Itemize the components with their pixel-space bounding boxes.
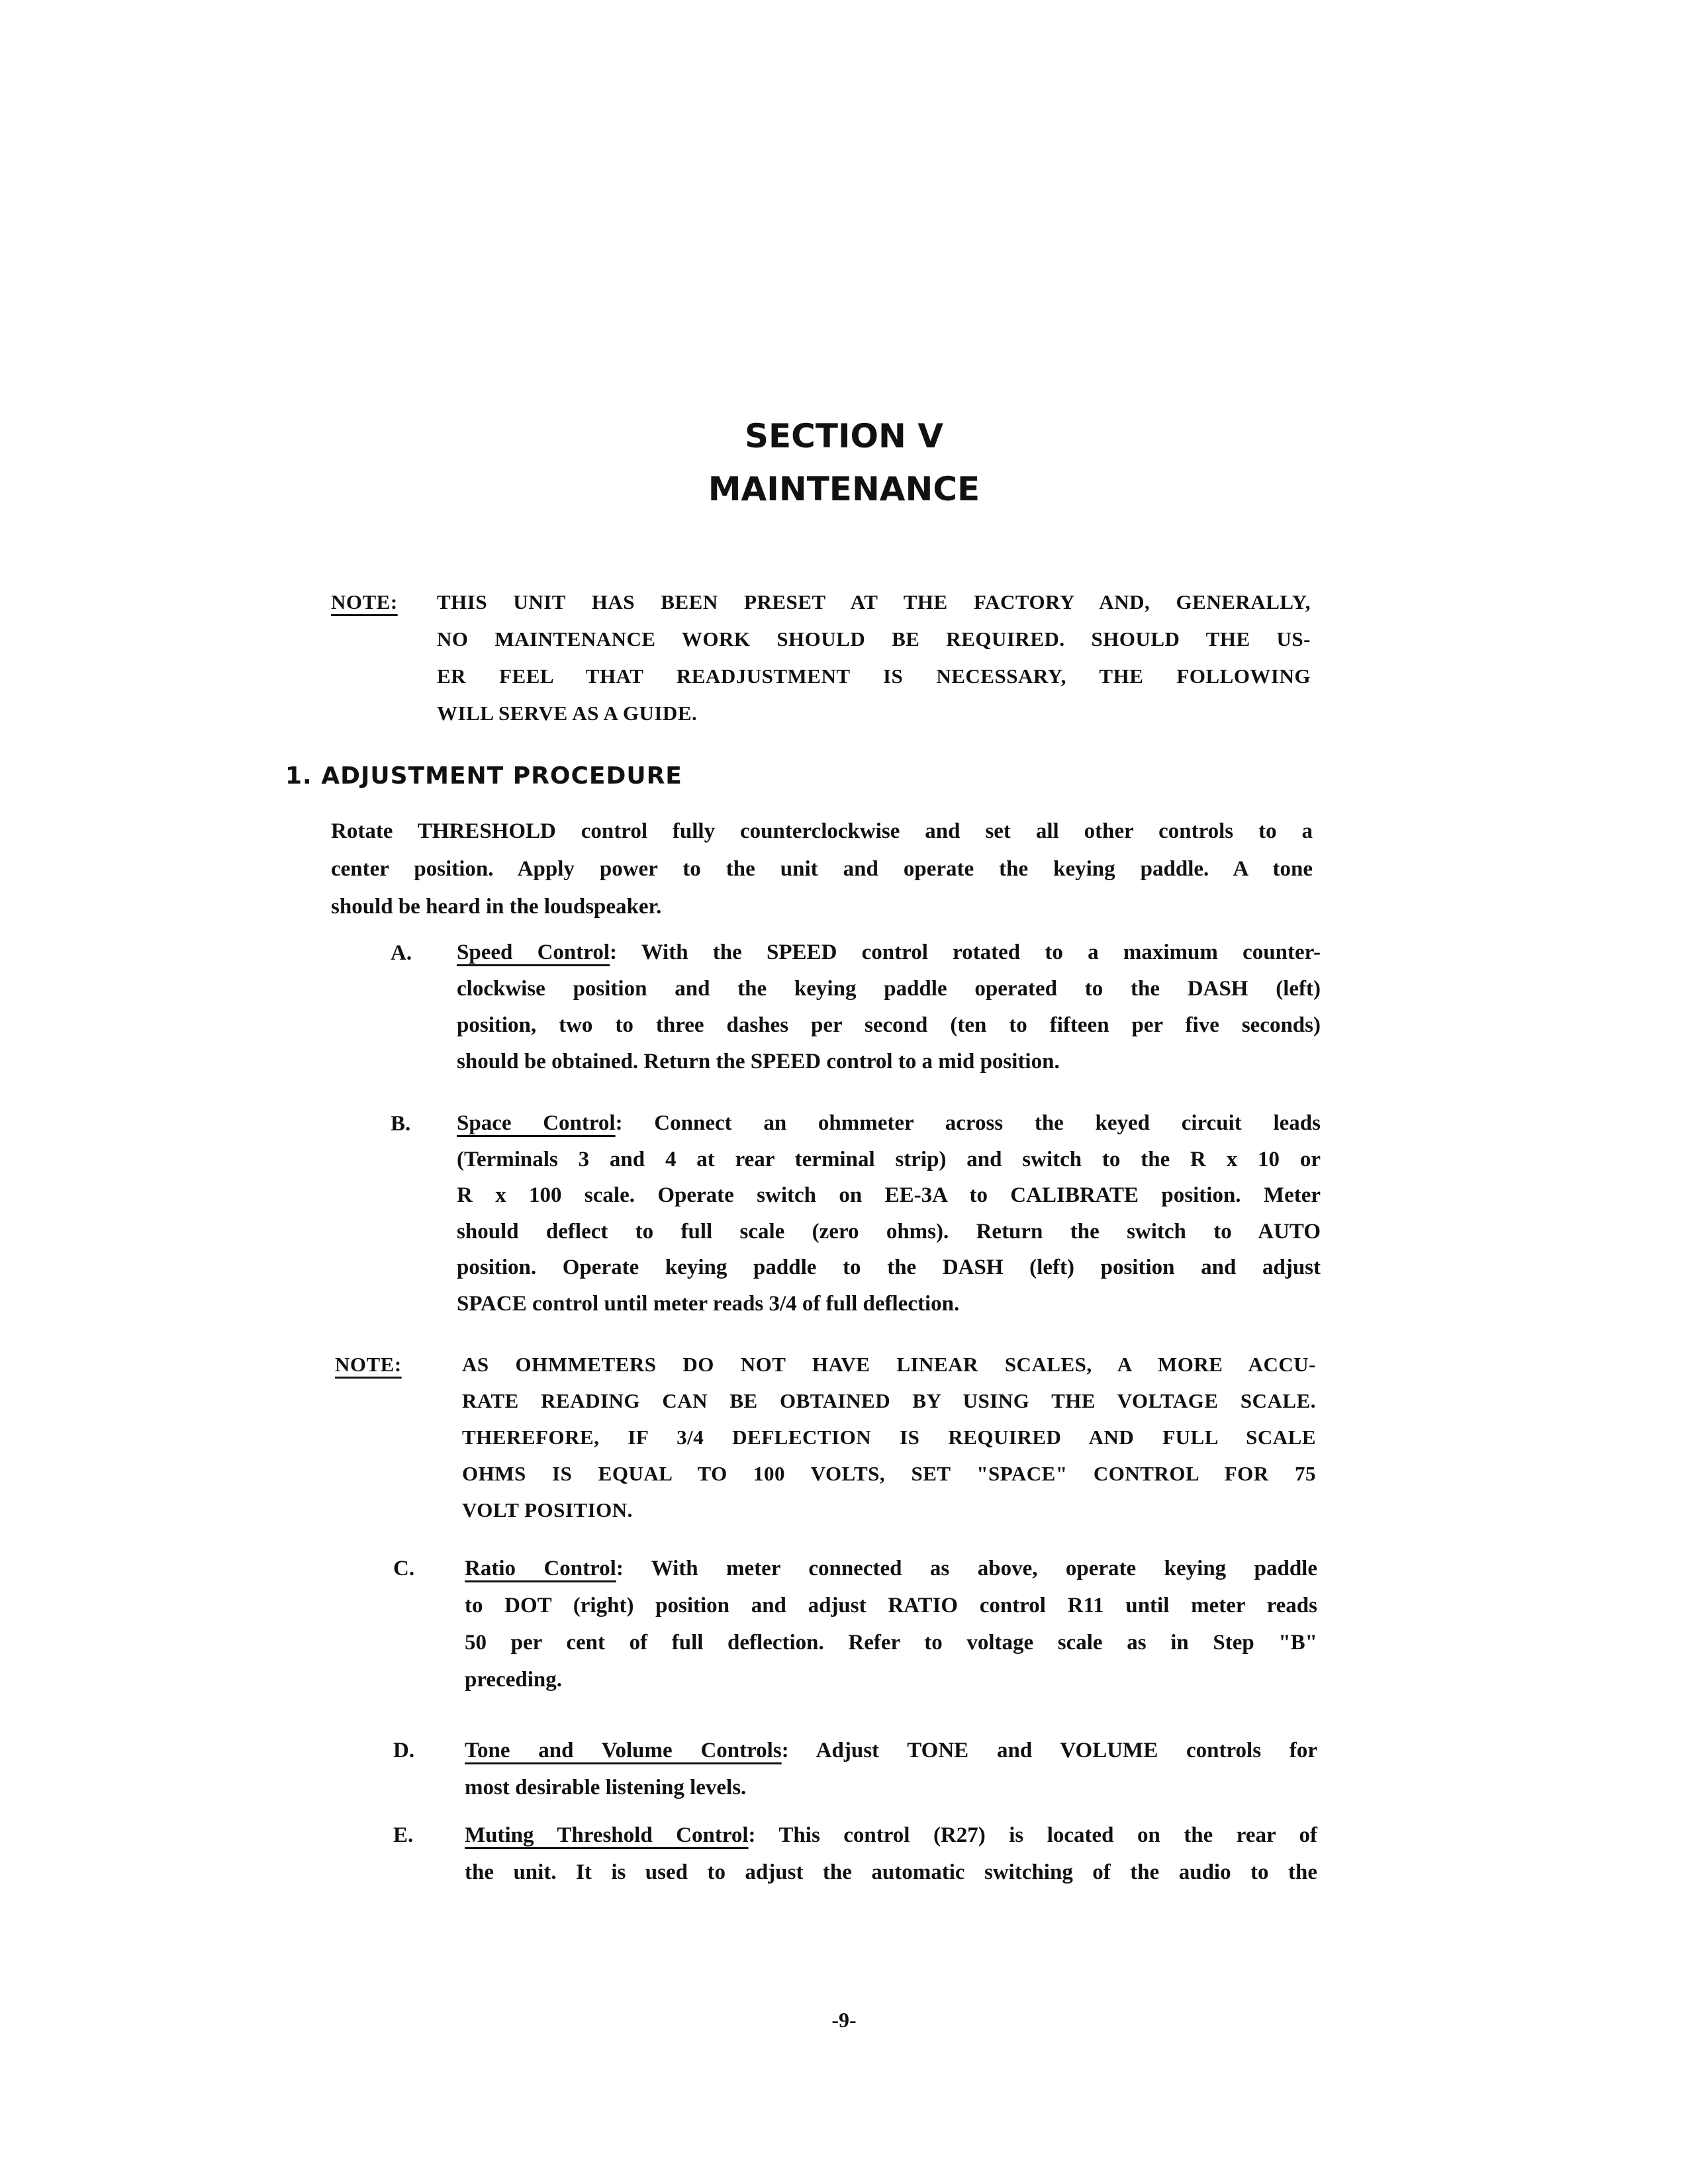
item-letter: B. xyxy=(391,1112,411,1136)
item-space-control xyxy=(457,1105,1321,1322)
item-text: : Connect an ohmmeter across the keyed circuit leads xyxy=(615,1111,1321,1135)
note-1 xyxy=(437,584,1311,732)
item-line: R x 100 scale. Operate switch on EE-3A to CALIBRATE position. Meter xyxy=(457,1183,1321,1207)
item-line: (Terminals 3 and 4 at rear terminal strip) and switch to the R x 10 or xyxy=(457,1147,1321,1171)
note-line: OHMS IS EQUAL TO 100 VOLTS, SET "SPACE" CONTROL FOR 75 xyxy=(462,1462,1316,1485)
item-letter: E. xyxy=(393,1823,414,1847)
item-tone-volume-controls xyxy=(465,1732,1317,1806)
item-line: preceding. xyxy=(465,1668,562,1692)
note-line: RATE READING CAN BE OBTAINED BY USING THE VOLTAGE SCALE. xyxy=(462,1389,1316,1412)
item-label: Tone and Volume Controls xyxy=(465,1739,782,1762)
item-text: : With the SPEED control rotated to a maximum counter- xyxy=(610,940,1321,964)
note-line: AS OHMMETERS DO NOT HAVE LINEAR SCALES, A MORE ACCU- xyxy=(462,1353,1316,1376)
page-title: MAINTENANCE xyxy=(708,470,980,508)
note-line: VOLT POSITION. xyxy=(462,1498,633,1522)
item-line: most desirable listening levels. xyxy=(465,1776,747,1799)
procedure-paragraph xyxy=(331,813,1313,926)
section-heading: 1. ADJUSTMENT PROCEDURE xyxy=(285,762,682,790)
note-line: ER FEEL THAT READJUSTMENT IS NECESSARY, THE FOLLOWING xyxy=(437,664,1311,688)
item-label: Space Control xyxy=(457,1111,616,1135)
item-text: : With meter connected as above, operate keying paddle xyxy=(616,1557,1317,1580)
paragraph-line: center position. Apply power to the unit and operate the keying paddle. A tone xyxy=(331,857,1313,881)
note-label: NOTE: xyxy=(331,590,398,614)
item-line: position, two to three dashes per second (ten to fifteen per five seconds) xyxy=(457,1013,1321,1037)
note-line: THEREFORE, IF 3/4 DEFLECTION IS REQUIRED AND FULL SCALE xyxy=(462,1426,1316,1449)
item-text: : This control (R27) is located on the rear of xyxy=(748,1823,1317,1847)
item-speed-control xyxy=(457,934,1321,1080)
item-line: clockwise position and the keying paddle operated to the DASH (left) xyxy=(457,977,1321,1001)
note-line: THIS UNIT HAS BEEN PRESET AT THE FACTORY AND, GENERALLY, xyxy=(437,590,1311,614)
item-letter: D. xyxy=(393,1739,415,1762)
item-line: 50 per cent of full deflection. Refer to voltage scale as in Step "B" xyxy=(465,1631,1317,1655)
note-line: NO MAINTENANCE WORK SHOULD BE REQUIRED. SHOULD THE US- xyxy=(437,627,1311,651)
paragraph-line: Rotate THRESHOLD control fully counterclockwise and set all other controls to a xyxy=(331,819,1313,843)
page-number: -9- xyxy=(831,2008,857,2032)
paragraph-line: should be heard in the loudspeaker. xyxy=(331,895,662,919)
item-line: the unit. It is used to adjust the automatic switching of the audio to the xyxy=(465,1860,1317,1884)
note-line: WILL SERVE AS A GUIDE. xyxy=(437,702,698,725)
item-text: : Adjust TONE and VOLUME controls for xyxy=(781,1739,1317,1762)
item-label: Muting Threshold Control xyxy=(465,1823,749,1847)
item-line: SPACE control until meter reads 3/4 of full deflection. xyxy=(457,1291,960,1316)
item-letter: A. xyxy=(391,941,412,965)
item-line: should deflect to full scale (zero ohms). Return the switch to AUTO xyxy=(457,1219,1321,1244)
note-2 xyxy=(462,1346,1316,1528)
item-ratio-control xyxy=(465,1550,1317,1698)
item-muting-threshold-control xyxy=(465,1817,1317,1891)
section-number: SECTION V xyxy=(744,417,944,455)
item-label: Ratio Control xyxy=(465,1557,616,1580)
item-line: position. Operate keying paddle to the DASH (left) position and adjust xyxy=(457,1255,1321,1279)
item-line: to DOT (right) position and adjust RATIO control R11 until meter reads xyxy=(465,1594,1317,1617)
note-label: NOTE: xyxy=(335,1353,402,1376)
item-letter: C. xyxy=(393,1557,415,1580)
item-label: Speed Control xyxy=(457,940,610,964)
item-line: should be obtained. Return the SPEED control to a mid position. xyxy=(457,1050,1060,1073)
